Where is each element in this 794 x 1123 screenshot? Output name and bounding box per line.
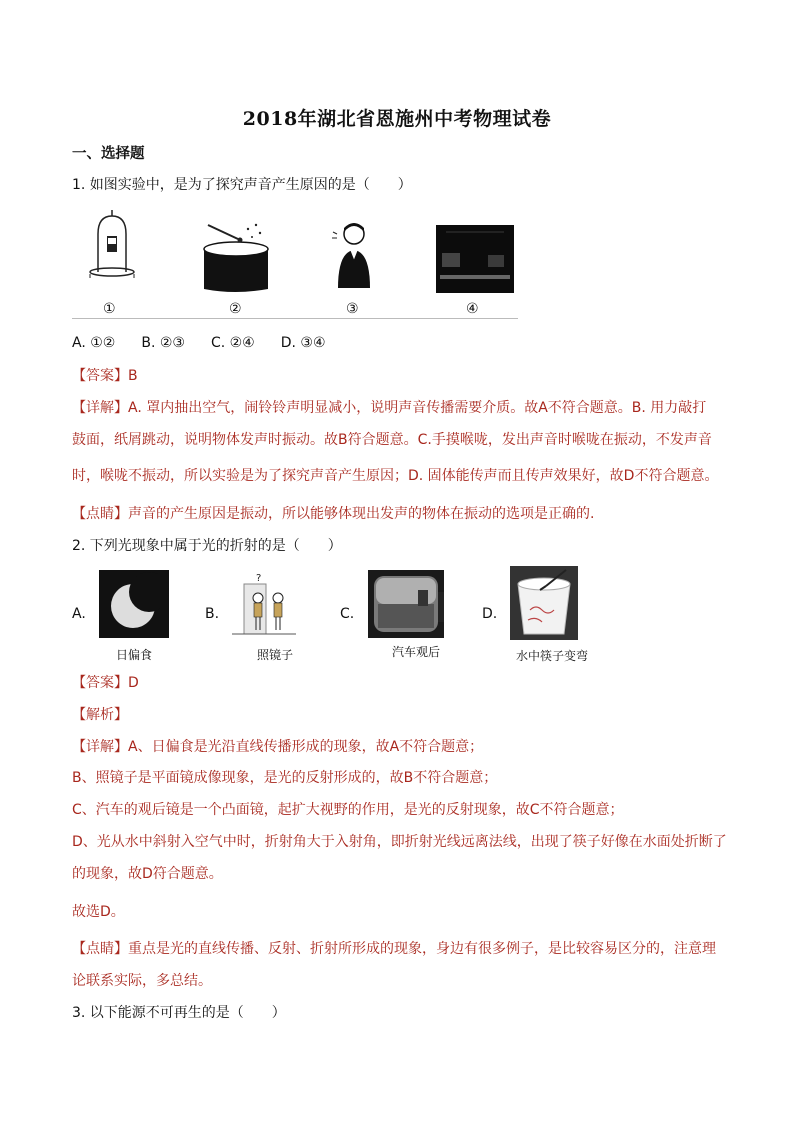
q2-option-b: B. — [205, 606, 220, 622]
caption-mirror: 照镜子 — [256, 648, 293, 662]
figure-label-4: ④ — [466, 301, 479, 317]
q1-answer — [72, 367, 138, 385]
drum-figure — [198, 215, 273, 295]
caption-rearview: 汽车观后 — [391, 645, 440, 659]
q1-option-c: C. ②④ — [210, 335, 255, 351]
q2-detail-c: C、汽车的观后镜是一个凸面镜，起扩大视野的作用，是光的反射现象，故C不符合题意； — [72, 802, 624, 818]
caption-eclipse: 日偏食 — [115, 648, 152, 662]
q1-tip — [72, 505, 594, 523]
q1-stem: 1. 如图实验中，是为了探究声音产生原因的是（ ） — [72, 177, 412, 193]
q2-analysis-tag: 【解析】 — [72, 707, 128, 723]
figure-label-3: ③ — [346, 301, 359, 317]
q1-detail-line-3: 时，喉咙不振动，所以实验是为了探究声音产生原因；D. 固体能传声而且传声效果好，故D不符合题意。 — [72, 468, 719, 484]
q2-option-d: D. — [482, 606, 498, 622]
section-heading: 一、选择题 — [72, 146, 145, 162]
partial-eclipse-image — [99, 570, 169, 638]
dark-photo-figure — [436, 225, 514, 293]
q1-option-b: B. ②③ — [141, 335, 185, 351]
tip-tag: 【点睛】 — [72, 941, 128, 957]
answer-value: B — [128, 368, 138, 384]
q1-option-d: D. ③④ — [280, 335, 326, 351]
q3-stem: 3. 以下能源不可再生的是（ ） — [72, 1005, 286, 1021]
detail-text: A、日偏食是光沿直线传播形成的现象，故A不符合题意； — [128, 739, 484, 755]
q1-detail-line-2: 鼓面，纸屑跳动，说明物体发声时振动。故B符合题意。C.手摸喉咙，发出声音时喉咙在振动，不发声音 — [72, 432, 712, 448]
answer-value: D — [128, 675, 139, 691]
figure-divider — [72, 318, 518, 319]
detail-text: A. 罩内抽出空气，闹铃铃声明显减小，说明声音传播需要介质。故A不符合题意。B. 用力敲打 — [128, 400, 707, 416]
caption-chopsticks: 水中筷子变弯 — [515, 649, 588, 663]
tip-text: 声音的产生原因是振动，所以能够体现出发声的物体在振动的选项是正确的. — [128, 506, 595, 522]
chopsticks-in-water-image — [510, 566, 578, 640]
q2-tip-line-2: 论联系实际，多总结。 — [72, 973, 212, 989]
q2-option-c: C. — [340, 606, 355, 622]
q2-tip-line-1 — [72, 940, 716, 958]
mirror-image — [232, 572, 296, 638]
q2-stem: 2. 下列光现象中属于光的折射的是（ ） — [72, 538, 342, 554]
svg-text:?: ? — [256, 573, 262, 584]
q1-options — [72, 334, 352, 352]
q1-option-a: A. ①② — [72, 335, 116, 351]
tip-text: 重点是光的直线传播、反射、折射所形成的现象，身边有很多例子，是比较容易区分的，注意理 — [128, 941, 716, 957]
person-throat-figure — [330, 218, 380, 290]
q2-detail-d-line-1: D、光从水中斜射入空气中时，折射角大于入射角，即折射光线远离法线，出现了筷子好像在水面处折断了 — [72, 834, 727, 850]
figure-label-1: ① — [103, 301, 116, 317]
q2-option-a: A. — [72, 606, 86, 622]
detail-tag: 【详解】 — [72, 400, 128, 416]
rearview-mirror-image — [368, 570, 444, 638]
q2-detail-b: B、照镜子是平面镜成像现象，是光的反射形成的，故B不符合题意； — [72, 770, 498, 786]
tip-tag: 【点睛】 — [72, 506, 128, 522]
q2-choose: 故选D。 — [72, 904, 125, 920]
q1-detail-line-1 — [72, 399, 706, 417]
answer-tag: 【答案】 — [72, 368, 128, 384]
bell-jar-figure — [86, 208, 138, 280]
detail-tag: 【详解】 — [72, 739, 128, 755]
q2-answer — [72, 674, 139, 692]
q2-detail-d-line-2: 的现象，故D符合题意。 — [72, 866, 223, 882]
page-title: 2018年湖北省恩施州中考物理试卷 — [242, 108, 552, 130]
answer-tag: 【答案】 — [72, 675, 128, 691]
figure-label-2: ② — [229, 301, 242, 317]
q2-detail-a — [72, 738, 483, 756]
